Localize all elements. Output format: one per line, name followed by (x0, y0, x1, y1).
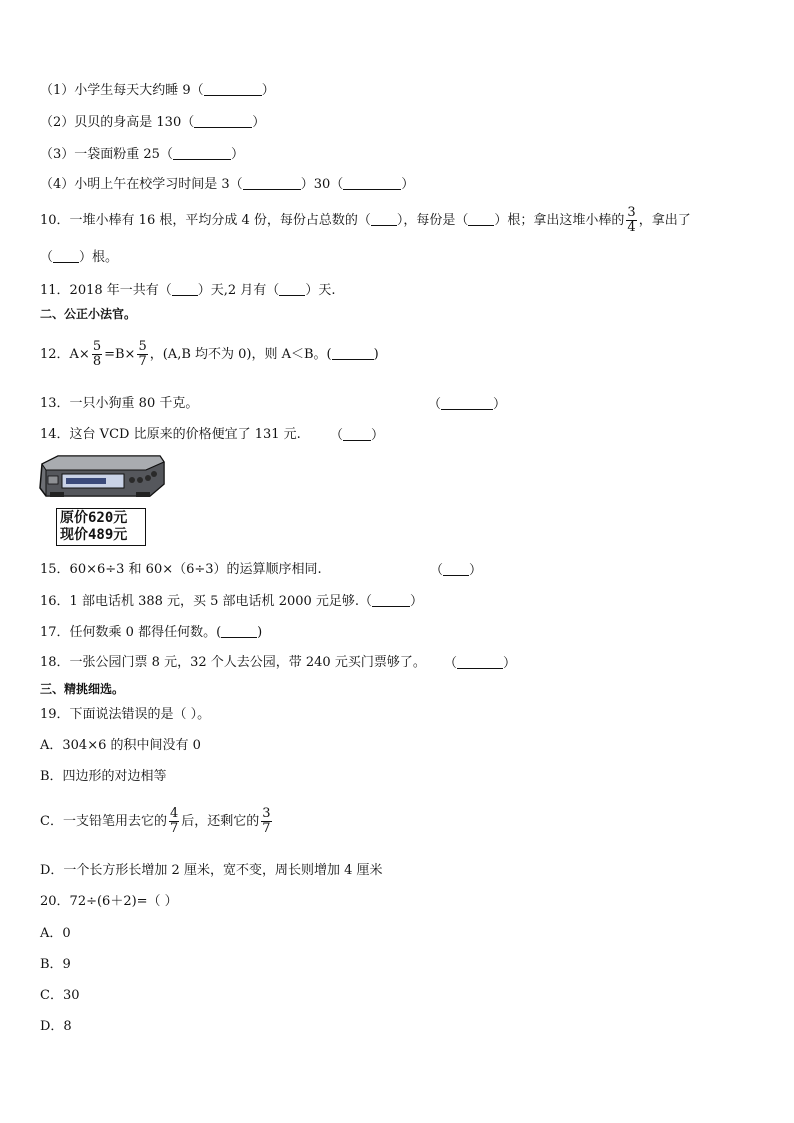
answer-blank[interactable] (332, 346, 374, 360)
option-c[interactable]: C．30 (40, 988, 80, 1003)
q9-item-4: （4）小明上午在校学习时间是 3（ ）30（ ） (40, 177, 415, 192)
answer-blank[interactable] (173, 146, 231, 160)
question-13-answer: （ ） (428, 397, 507, 412)
question-11: 11．2018 年一共有（ ）天,2 月有（ ）天. (40, 283, 336, 298)
option-a[interactable]: A．304×6 的积中间没有 0 (40, 738, 201, 753)
answer-blank[interactable] (441, 396, 493, 410)
answer-blank[interactable] (371, 212, 397, 226)
original-price: 原价620元 (60, 510, 128, 526)
answer-blank[interactable] (221, 624, 257, 638)
fraction: $\frac{3}{4}$ (627, 205, 636, 235)
answer-blank[interactable] (204, 82, 262, 96)
answer-blank[interactable] (194, 114, 252, 128)
question-18-answer: （ ） (444, 656, 517, 671)
vcd-player-image (38, 454, 166, 500)
question-18: 18．一张公园门票 8 元，32 个人去公园，带 240 元买门票够了。 (40, 655, 426, 670)
question-17: 17．任何数乘 0 都得任何数。( ) (40, 625, 263, 640)
question-16: 16．1 部电话机 388 元，买 5 部电话机 2000 元足够.（ ） (40, 594, 424, 609)
section-heading-2: 二、公正小法官。 (40, 307, 137, 321)
question-14: 14．这台 VCD 比原来的价格便宜了 131 元. (40, 427, 301, 442)
answer-blank[interactable] (343, 176, 401, 190)
question-14-answer: （ ） (330, 428, 385, 443)
question-20-stem: 20．72÷(6＋2)=（ ） (40, 894, 178, 909)
question-10-cont: （ ）根。 (40, 250, 119, 265)
answer-blank[interactable] (468, 212, 494, 226)
question-15-answer: （ ） (430, 563, 483, 578)
fraction: $\frac{3}{7}$ (262, 806, 271, 836)
q9-item-1: （1）小学生每天大约睡 9（ ） (40, 83, 275, 98)
option-d[interactable]: D．一个长方形长增加 2 厘米，宽不变，周长则增加 4 厘米 (40, 863, 383, 878)
answer-blank[interactable] (343, 427, 371, 441)
question-13: 13．一只小狗重 80 千克。 (40, 396, 199, 411)
option-d[interactable]: D．8 (40, 1019, 72, 1034)
option-c[interactable]: C．一支铅笔用去它的 $\frac{4}{7}$ 后，还剩它的 $\frac{3}{7}$ (40, 806, 271, 836)
answer-blank[interactable] (279, 282, 305, 296)
question-19-stem: 19．下面说法错误的是（ ）。 (40, 707, 211, 722)
fraction: $\frac{5}{7}$ (138, 339, 147, 369)
option-b[interactable]: B．9 (40, 957, 71, 972)
price-tag (56, 508, 146, 546)
fraction: $\frac{4}{7}$ (169, 806, 179, 836)
q9-item-4-text: （4）小明上午在校学习时间是 3（ (40, 177, 243, 192)
fraction: $\frac{5}{8}$ (92, 339, 102, 369)
q9-item-3: （3）一袋面粉重 25（ ） (40, 147, 244, 162)
option-b[interactable]: B．四边形的对边相等 (40, 769, 167, 784)
answer-blank[interactable] (243, 176, 301, 190)
q9-item-2-text: （2）贝贝的身高是 130（ (40, 115, 195, 130)
q9-item-1-text: （1）小学生每天大约睡 9（ (40, 83, 204, 98)
section-heading-3: 三、精挑细选。 (40, 682, 125, 696)
q9-item-2: （2）贝贝的身高是 130（ ） (40, 115, 266, 130)
answer-blank[interactable] (443, 562, 469, 576)
question-12: 12．A× $\frac{5}{8}$ =B× $\frac{5}{7}$ ，(A,B 均不为 0)，则 A＜B。( ) (40, 339, 379, 369)
question-15: 15．60×6÷3 和 60×（6÷3）的运算顺序相同. (40, 562, 322, 577)
current-price: 现价489元 (60, 527, 128, 543)
answer-blank[interactable] (372, 593, 410, 607)
answer-blank[interactable] (172, 282, 198, 296)
option-a[interactable]: A．0 (40, 926, 71, 941)
question-10: 10．一堆小棒有 16 根，平均分成 4 份，每份占总数的（ ），每份是（ ）根；拿出这堆小棒的 $\frac{3}{4}$ ，拿出了 (40, 205, 691, 235)
answer-blank[interactable] (53, 249, 79, 263)
answer-blank[interactable] (457, 655, 503, 669)
q9-item-3-text: （3）一袋面粉重 25（ (40, 147, 173, 162)
